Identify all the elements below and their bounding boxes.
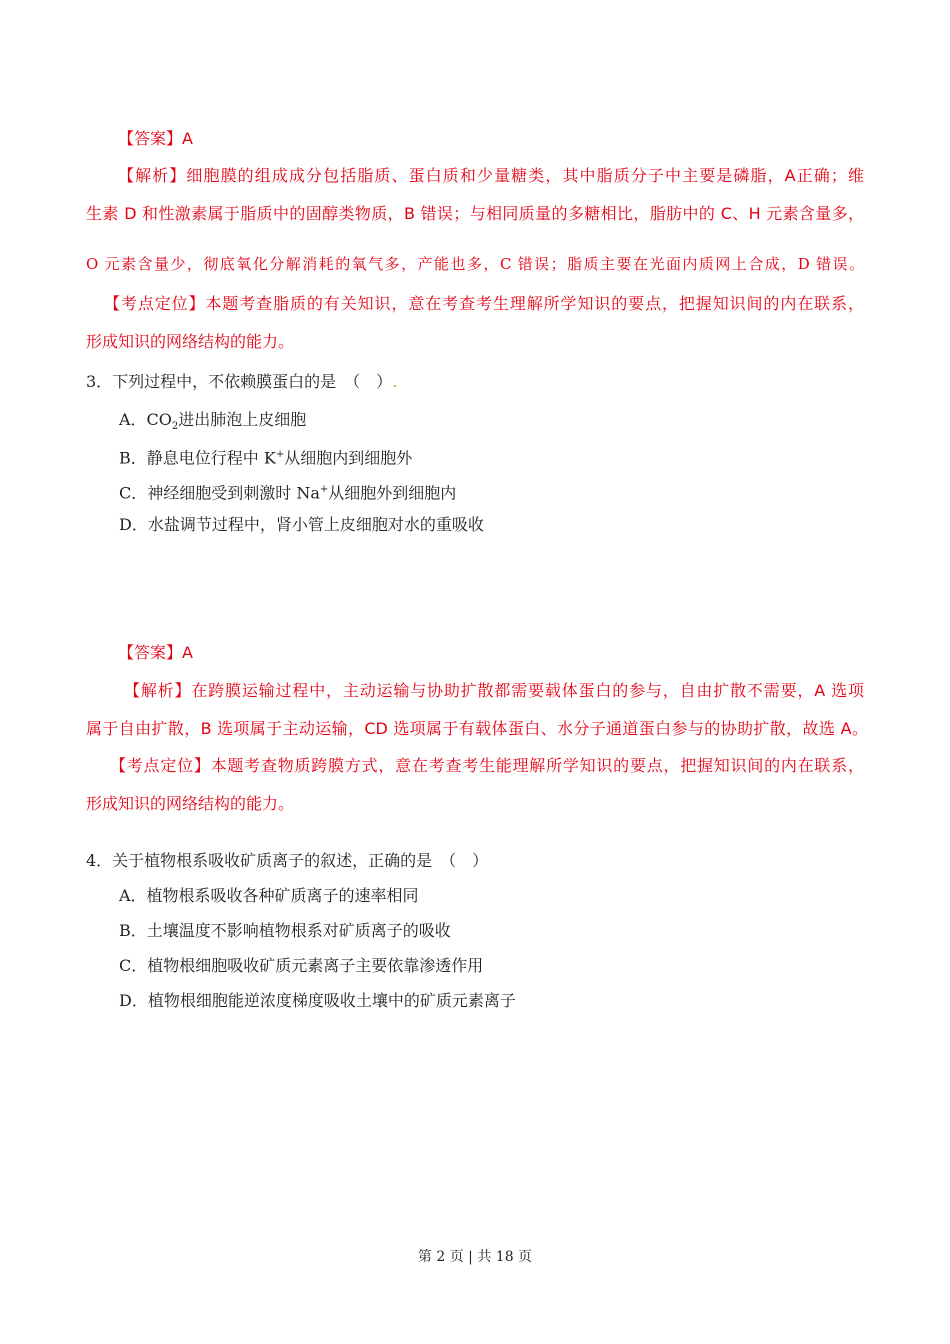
option-d: D．水盐调节过程中，肾小管上皮细胞对水的重吸收	[119, 515, 484, 534]
point-line-1	[86, 294, 864, 314]
analysis-line-1	[86, 166, 864, 186]
point-label: 【考点定位】	[110, 756, 211, 775]
superscript: +	[275, 449, 285, 460]
question-stem	[86, 372, 397, 392]
point-label: 【考点定位】	[104, 294, 206, 313]
option-text: C．神经细胞受到刺激时 Na	[119, 483, 320, 503]
option-c: C．植物根细胞吸收矿质元素离子主要依靠渗透作用	[119, 956, 484, 975]
stem-text: 3．下列过程中，不依赖膜蛋白的是 （ ）	[86, 372, 393, 391]
analysis-label: 【解析】	[124, 681, 192, 700]
analysis-line-1	[86, 681, 864, 701]
analysis-text: 细胞膜的组成成分包括脂质、蛋白质和少量糖类，其中脂质分子中主要是磷脂，A正确；维	[186, 166, 864, 185]
point-text: 本题考查物质跨膜方式，意在考查考生能理解所学知识的要点，把握知识间的内在联系，	[210, 756, 864, 775]
answer-label: 【答案】	[118, 129, 183, 148]
option-text: 进出肺泡上皮细胞	[178, 410, 307, 429]
analysis-label: 【解析】	[118, 166, 187, 185]
option-text: B．静息电位行程中 K	[119, 448, 276, 468]
stem-dot: .	[392, 372, 398, 391]
option-text: A．CO	[119, 410, 172, 429]
question-stem: 4．关于植物根系吸收矿质离子的叙述，正确的是 （ ）	[86, 851, 489, 870]
answer-value: A	[182, 129, 193, 148]
option-text: 从细胞外到细胞内	[328, 483, 457, 503]
analysis-line-3: O 元素含量少，彻底氧化分解消耗的氧气多，产能也多，C 错误；脂质主要在光面内质网上合成，D 错误。	[86, 255, 864, 273]
option-a: A．植物根系吸收各种矿质离子的速率相同	[119, 886, 419, 905]
analysis-line-2: 生素 D 和性激素属于脂质中的固醇类物质，B 错误；与相同质量的多糖相比，脂肪中的 C、H 元素含量多，	[86, 204, 864, 223]
point-text: 本题考查脂质的有关知识，意在考查考生理解所学知识的要点，把握知识间的内在联系，	[205, 294, 864, 313]
option-a	[119, 410, 306, 437]
answer-label: 【答案】	[118, 643, 183, 662]
answer-line	[118, 643, 193, 663]
answer-value: A	[182, 643, 193, 662]
option-text: 从细胞内到细胞外	[284, 448, 413, 468]
subscript: 2	[171, 421, 179, 433]
superscript: +	[319, 484, 329, 495]
point-line-2: 形成知识的网络结构的能力。	[86, 332, 295, 351]
option-c	[119, 480, 456, 503]
answer-line	[118, 129, 193, 149]
analysis-line-2: 属于自由扩散，B 选项属于主动运输，CD 选项属于有载体蛋白、水分子通道蛋白参与的协助扩散，故选 A。	[86, 719, 868, 738]
point-line-2: 形成知识的网络结构的能力。	[86, 794, 295, 813]
option-d: D．植物根细胞能逆浓度梯度吸收土壤中的矿质元素离子	[119, 991, 516, 1010]
page-footer: 第 2 页 | 共 18 页	[417, 1249, 533, 1265]
point-line-1	[86, 756, 864, 776]
analysis-text: 在跨膜运输过程中，主动运输与协助扩散都需要载体蛋白的参与，自由扩散不需要，A 选项	[191, 681, 864, 700]
option-b	[119, 445, 412, 468]
option-b: B．土壤温度不影响植物根系对矿质离子的吸收	[119, 921, 451, 940]
